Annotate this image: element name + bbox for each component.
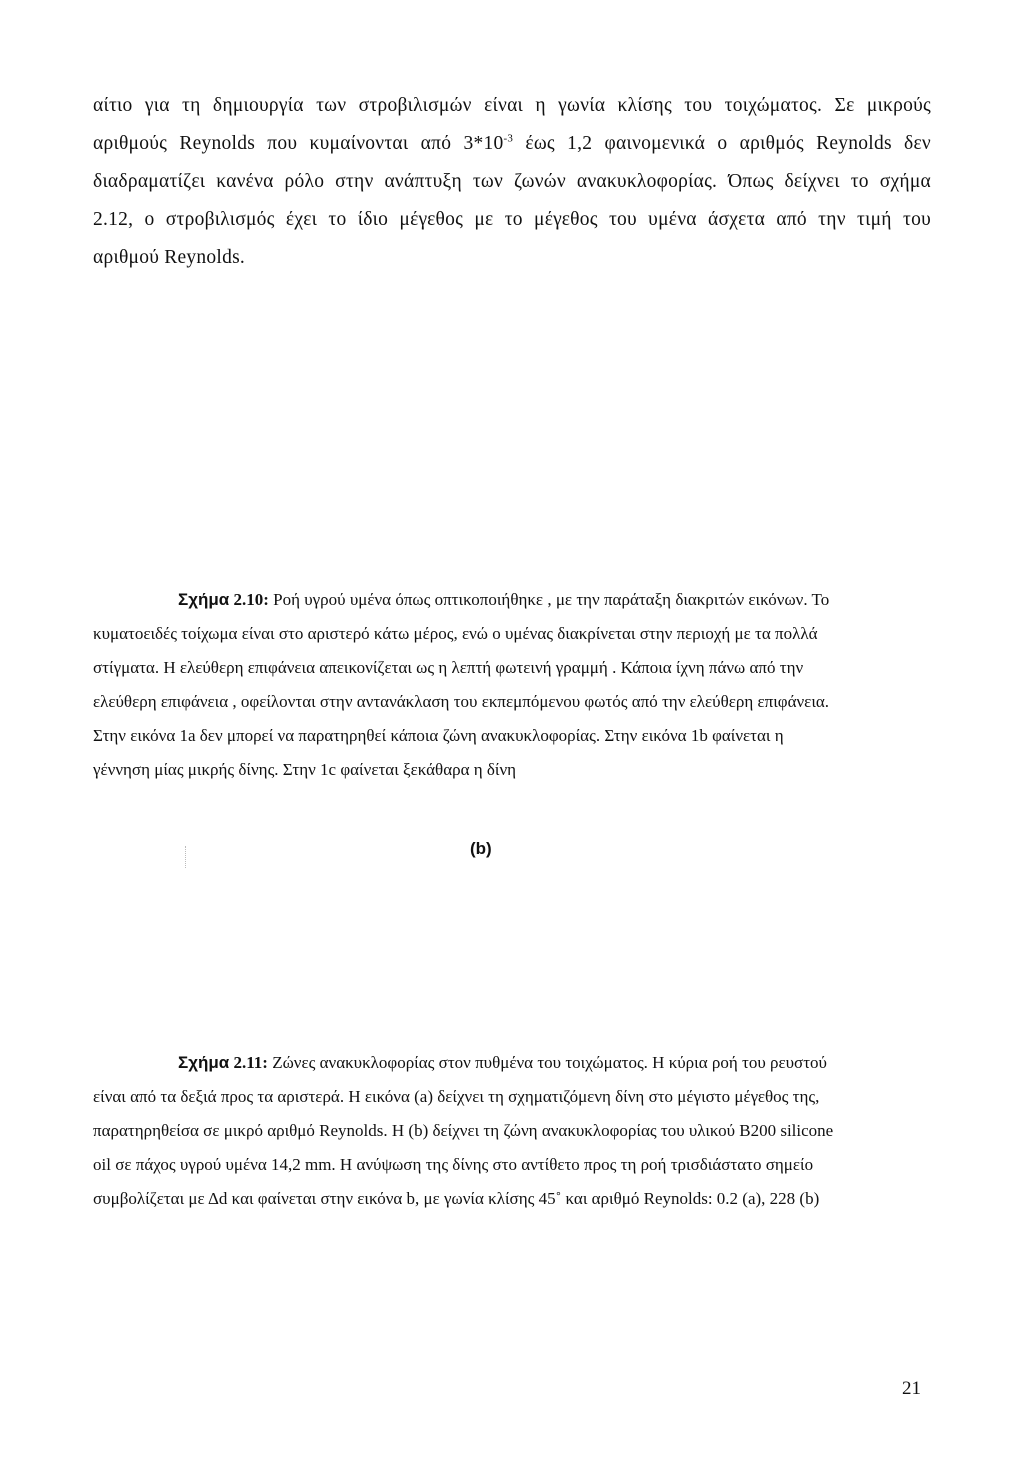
figure-2-10-number: 2.10: [229,590,269,609]
figure-2-10-caption-line-3: στίγματα. Η ελεύθερη επιφάνεια απεικονίζεται ως η λεπτή φωτεινή γραμμή . Κάποια ίχνη πάνω από την [93,658,804,677]
figure-2-10-caption-line-6: γέννηση μίας μικρής δίνης. Στην 1c φαίνεται ξεκάθαρα η δίνη [93,760,517,779]
figure-2-11-caption-text: Ζώνες ανακυκλοφορίας στον πυθμένα του τοιχώματος. Η κύρια ροή του ρευστού [272,1053,827,1072]
figure-2-10-caption-line-2: κυματοειδές τοίχωμα είναι στο αριστερό κάτω μέρος, ενώ ο υμένας διακρίνεται στην περιοχή με τα πολλά [93,624,818,643]
figure-2-10-caption-line-5: Στην εικόνα 1a δεν μπορεί να παρατηρηθεί κάποια ζώνη ανακυκλοφορίας. Στην εικόνα 1b φαίνεται η [93,726,784,745]
figure-2-10-caption-line-4: ελεύθερη επιφάνεια , οφείλονται στην αντανάκλαση του εκπεμπόμενου φωτός από την ελεύθερη επιφάνεια. [93,692,830,711]
figure-2-11-caption-line-5: συμβολίζεται με Δd και φαίνεται στην εικόνα b, με γωνία κλίσης 45˚ και αριθμό Reynolds: 0.2 (a), 228 (b) [93,1189,820,1208]
figure-2-11-caption-line-3: παρατηρηθείσα σε μικρό αριθμό Reynolds. Η (b) δείχνει τη ζώνη ανακυκλοφορίας του υλικού B200 silicone [93,1121,834,1140]
paragraph-line-2-text-b: έως 1,2 φαινομενικά ο αριθμός Reynolds δεν [513,133,931,154]
figure-2-11-caption-line-4: oil σε πάχος υγρού υμένα 14,2 mm. Η ανύψωση της δίνης στο αντίθετο προς τη ροή τρισδιάστατο σημείο [93,1155,814,1174]
page-number: 21 [902,1378,921,1399]
figure-panel-label-b: (b) [470,839,492,858]
paragraph-line-4: 2.12, ο στροβιλισμός έχει το ίδιο μέγεθος με το μέγεθος του υμένα άσχετα από την τιμή του [93,209,931,230]
paragraph-line-5: αριθμού Reynolds. [93,247,246,268]
figure-2-10-label: Σχήμα [178,590,230,609]
figure-2-11-label: Σχήμα [178,1053,230,1072]
figure-2-11-number: 2.11: [229,1053,268,1072]
paragraph-line-2-text-a: αριθμούς Reynolds που κυμαίνονται από 3*10 [93,133,504,154]
paragraph-line-2 [93,133,931,155]
figure-2-11-caption-line-1 [178,1053,827,1073]
paragraph-line-3: διαδραματίζει κανένα ρόλο στην ανάπτυξη των ζωνών ανακυκλοφορίας. Όπως δείχνει το σχήμα [93,171,931,192]
figure-2-10-caption-text: Ροή υγρού υμένα όπως οπτικοποιήθηκε , με την παράταξη διακριτών εικόνων. Το [273,590,830,609]
paragraph-line-1: αίτιο για τη δημιουργία των στροβιλισμών είναι η γωνία κλίσης του τοιχώματος. Σε μικρούς [93,95,931,116]
figure-2-10-caption-line-1 [178,590,829,610]
figure-image-remnant [185,846,187,868]
exponent: -3 [503,132,514,145]
figure-2-11-caption-line-2: είναι από τα δεξιά προς τα αριστερά. Η εικόνα (a) δείχνει τη σχηματιζόμενη δίνη στο μέγιστο μέγεθος της, [93,1087,820,1106]
